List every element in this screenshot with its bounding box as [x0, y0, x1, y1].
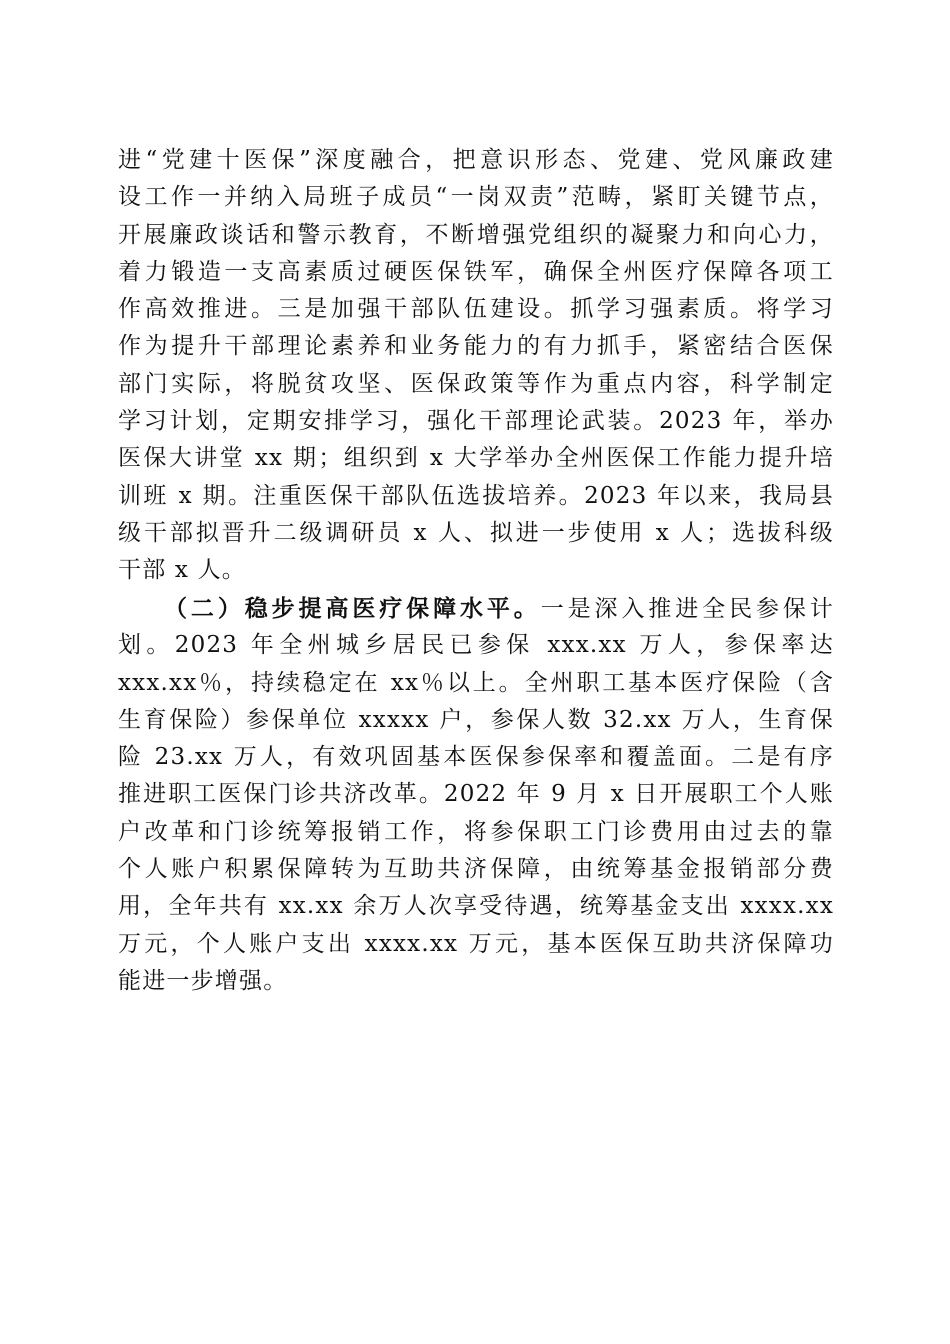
- text-line: 划。2023 年全州城乡居民已参保 xxx.xx 万人，参保率达: [118, 632, 834, 659]
- text-line: 推进职工医保门诊共济改革。2022 年 9 月 x 日开展职工个人账: [118, 781, 834, 808]
- text-line: 级干部拟晋升二级调研员 x 人、拟进一步使用 x 人；选拔科级: [118, 519, 834, 546]
- text-line: 学习计划，定期安排学习，强化干部理论武装。2023 年，举办: [118, 408, 834, 435]
- text-line: 开展廉政谈话和警示教育，不断增强党组织的凝聚力和向心力，: [118, 221, 834, 248]
- section-heading: （二）稳步提高医疗保障水平。: [164, 595, 541, 622]
- text-line: 个人账户积累保障转为互助共济保障，由统筹基金报销部分费: [118, 856, 834, 883]
- text-line-rest: 一是深入推进全民参保计: [540, 596, 834, 622]
- text-line: 生育保险）参保单位 xxxxx 户，参保人数 32.xx 万人，生育保: [118, 706, 834, 733]
- text-line: 户改革和门诊统筹报销工作，将参保职工门诊费用由过去的靠: [118, 818, 834, 845]
- text-line: 着力锻造一支高素质过硬医保铁军，确保全州医疗保障各项工: [118, 258, 834, 285]
- text-line: 医保大讲堂 xx 期；组织到 x 大学举办全州医保工作能力提升培: [118, 445, 834, 472]
- text-line: 设工作一并纳入局班子成员“一岗双责”范畴，紧盯关键节点，: [118, 184, 834, 211]
- text-line: 部门实际，将脱贫攻坚、医保政策等作为重点内容，科学制定: [118, 370, 834, 397]
- text-line: 干部 x 人。: [118, 557, 246, 584]
- text-line: [118, 590, 834, 627]
- text-line: 作高效推进。三是加强干部队伍建设。抓学习强素质。将学习: [118, 296, 834, 323]
- paragraph-medical-security: [118, 590, 834, 1000]
- paragraph-party-building: [118, 142, 834, 590]
- text-line: 作为提升干部理论素养和业务能力的有力抓手，紧密结合医保: [118, 333, 834, 360]
- text-line: 用，全年共有 xx.xx 余万人次享受待遇，统筹基金支出 xxxx.xx: [118, 893, 834, 920]
- text-line: xxx.xx％，持续稳定在 xx％以上。全州职工基本医疗保险（含: [118, 669, 834, 696]
- text-line: 能进一步增强。: [118, 967, 288, 994]
- text-line: 险 23.xx 万人，有效巩固基本医保参保率和覆盖面。二是有序: [118, 744, 834, 771]
- text-line: 训班 x 期。注重医保干部队伍选拔培养。2023 年以来，我局县: [118, 482, 834, 509]
- text-line: 万元，个人账户支出 xxxx.xx 万元，基本医保互助共济保障功: [118, 930, 834, 957]
- text-line: 进“党建十医保”深度融合，把意识形态、党建、党风廉政建: [118, 147, 834, 173]
